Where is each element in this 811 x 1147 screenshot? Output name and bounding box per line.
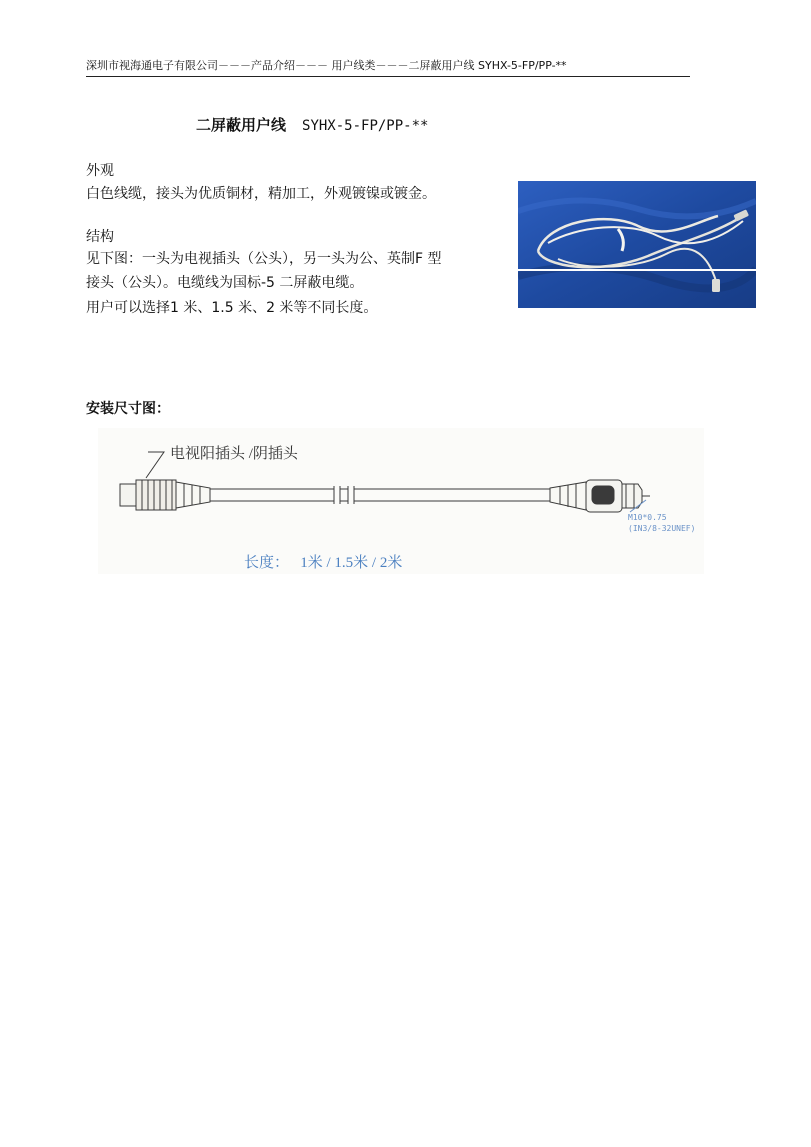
product-name: 二屏蔽用户线: [196, 116, 287, 134]
appearance-heading: 外观: [86, 163, 114, 179]
product-model: SYHX-5-FP/PP-**: [302, 118, 429, 134]
thread-label-metric: M10*0.75: [628, 513, 667, 522]
header-text: 深圳市视海通电子有限公司－－－产品介绍－－－ 用户线类－－－二屏蔽用户线 SYHX-5-FP/PP-**: [86, 59, 567, 72]
structure-heading: 结构: [86, 229, 114, 245]
structure-line-3: 用户可以选择1 米、1.5 米、2 米等不同长度。: [86, 300, 378, 316]
structure-line-2: 接头（公头）。电缆线为国标-5 二屏蔽电缆。: [86, 275, 364, 291]
length-label: 长度： 1米 / 1.5米 / 2米: [244, 555, 403, 571]
appearance-text: 白色线缆，接头为优质铜材，精加工，外观镀镍或镀金。: [86, 186, 436, 202]
page-header: [86, 58, 690, 77]
thread-label-imperial: (IN3/8-32UNEF): [628, 524, 696, 533]
dimension-diagram: [98, 428, 704, 574]
install-heading: 安装尺寸图：: [86, 401, 170, 417]
connector-label: 电视阳插头 /阴插头: [170, 446, 298, 462]
structure-line-1: 见下图：一头为电视插头（公头），另一头为公、英制F 型: [86, 251, 442, 267]
product-title: [196, 114, 428, 135]
cable-photo: [518, 181, 756, 308]
